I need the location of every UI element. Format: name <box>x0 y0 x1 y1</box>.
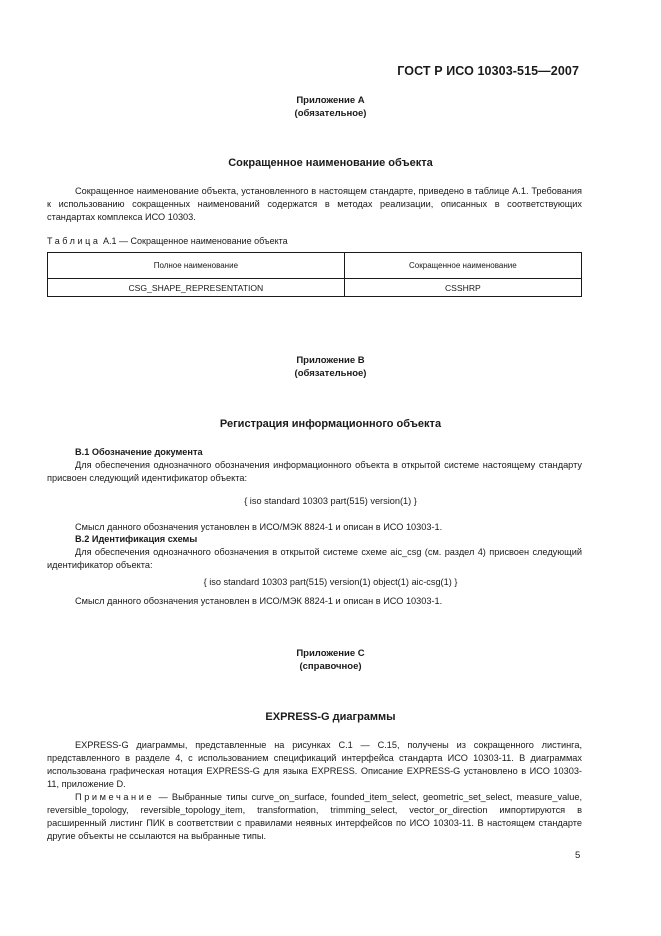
annex-a-paragraph-text: Сокращенное наименование объекта, установленного в настоящем стандарте, приведено в таблице А.1. Требования к использованию сокращенных наименований содержатся в методах реализации, описанных в соответствующих стандартах комплекса ИСО 10303. <box>47 186 582 222</box>
section-b1-identifier: { iso standard 10303 part(515) version(1) } <box>244 496 417 506</box>
table-cell-full-name: CSG_SHAPE_REPRESENTATION <box>48 279 345 297</box>
annex-c-note <box>47 791 582 843</box>
annex-c-heading <box>0 647 661 673</box>
annex-b-title: Регистрация информационного объекта <box>219 418 442 430</box>
annex-a-label: Приложение А <box>296 95 365 106</box>
annex-c-label: Приложение С <box>296 648 365 659</box>
table-row <box>48 279 582 297</box>
short-name-table <box>47 252 582 297</box>
annex-a-title: Сокращенное наименование объекта <box>228 157 433 169</box>
note-label: Примечание <box>75 792 155 802</box>
annex-c-title: EXPRESS-G диаграммы <box>265 711 396 723</box>
annex-b-heading <box>0 354 661 380</box>
table-header-short-name: Сокращенное наименование <box>344 253 581 279</box>
annex-c-paragraph <box>47 739 582 791</box>
table-header-row <box>48 253 582 279</box>
section-b2-heading: В.2 Идентификация схемы <box>75 534 198 544</box>
section-b2-identifier: { iso standard 10303 part(515) version(1) object(1) aic-csg(1) } <box>203 577 458 587</box>
section-b1-meaning: Смысл данного обозначения установлен в ИСО/МЭК 8824-1 и описан в ИСО 10303-1. <box>75 522 443 532</box>
section-b2-meaning: Смысл данного обозначения установлен в ИСО/МЭК 8824-1 и описан в ИСО 10303-1. <box>75 596 443 606</box>
page-number: 5 <box>575 850 581 861</box>
annex-b-status: (обязательное) <box>294 368 367 379</box>
section-b1-paragraph-text: Для обеспечения однозначного обозначения информационного объекта в открытой системе настоящему стандарту присвоен следующий идентификатор объекта: <box>47 460 582 483</box>
table-cell-short-name: CSSHRP <box>344 279 581 297</box>
section-b2-paragraph-text: Для обеспечения однозначного обозначения в открытой системе схеме aic_csg (см. раздел 4) присвоен следующий идентификатор объекта: <box>47 547 582 570</box>
annex-c-paragraph-text: EXPRESS-G диаграммы, представленные на рисунках С.1 — С.15, получены из сокращенного листинга, представленного в разделе 4, с использованием спецификаций интерфейса стандарта ИСО 10303-11. В диаграммах использована графическая нотация EXPRESS-G для языка EXPRESS. Описание EXPRESS-G установлено в ИСО 10303-11, приложение D. <box>47 740 582 789</box>
table-caption-label: Таблица <box>47 236 101 246</box>
annex-a-paragraph <box>47 185 582 224</box>
table-caption-text: А.1 — Сокращенное наименование объекта <box>100 236 288 246</box>
annex-c-status: (справочное) <box>299 661 362 672</box>
table-header-full-name: Полное наименование <box>48 253 345 279</box>
annex-a-heading <box>0 94 661 120</box>
section-b1-heading: В.1 Обозначение документа <box>75 447 203 457</box>
section-b1-paragraph <box>47 459 582 485</box>
note-text: — Выбранные типы curve_on_surface, founded_item_select, geometric_set_select, measure_value, reversible_topology, reversible_topology_item, transformation, trimming_select, vector_or_direction импортируются в расширенный листинг ПИК в соответствии с правилами неявных интерфейсов по ИСО 10303-11. В настоящем стандарте другие объекты не ссылаются на выбранные типы. <box>47 792 582 841</box>
table-a1-caption <box>47 235 288 247</box>
section-b2-paragraph <box>47 546 582 572</box>
document-standard-number: ГОСТ Р ИСО 10303-515—2007 <box>397 64 579 78</box>
annex-b-label: Приложение В <box>296 355 365 366</box>
annex-a-status: (обязательное) <box>294 108 367 119</box>
